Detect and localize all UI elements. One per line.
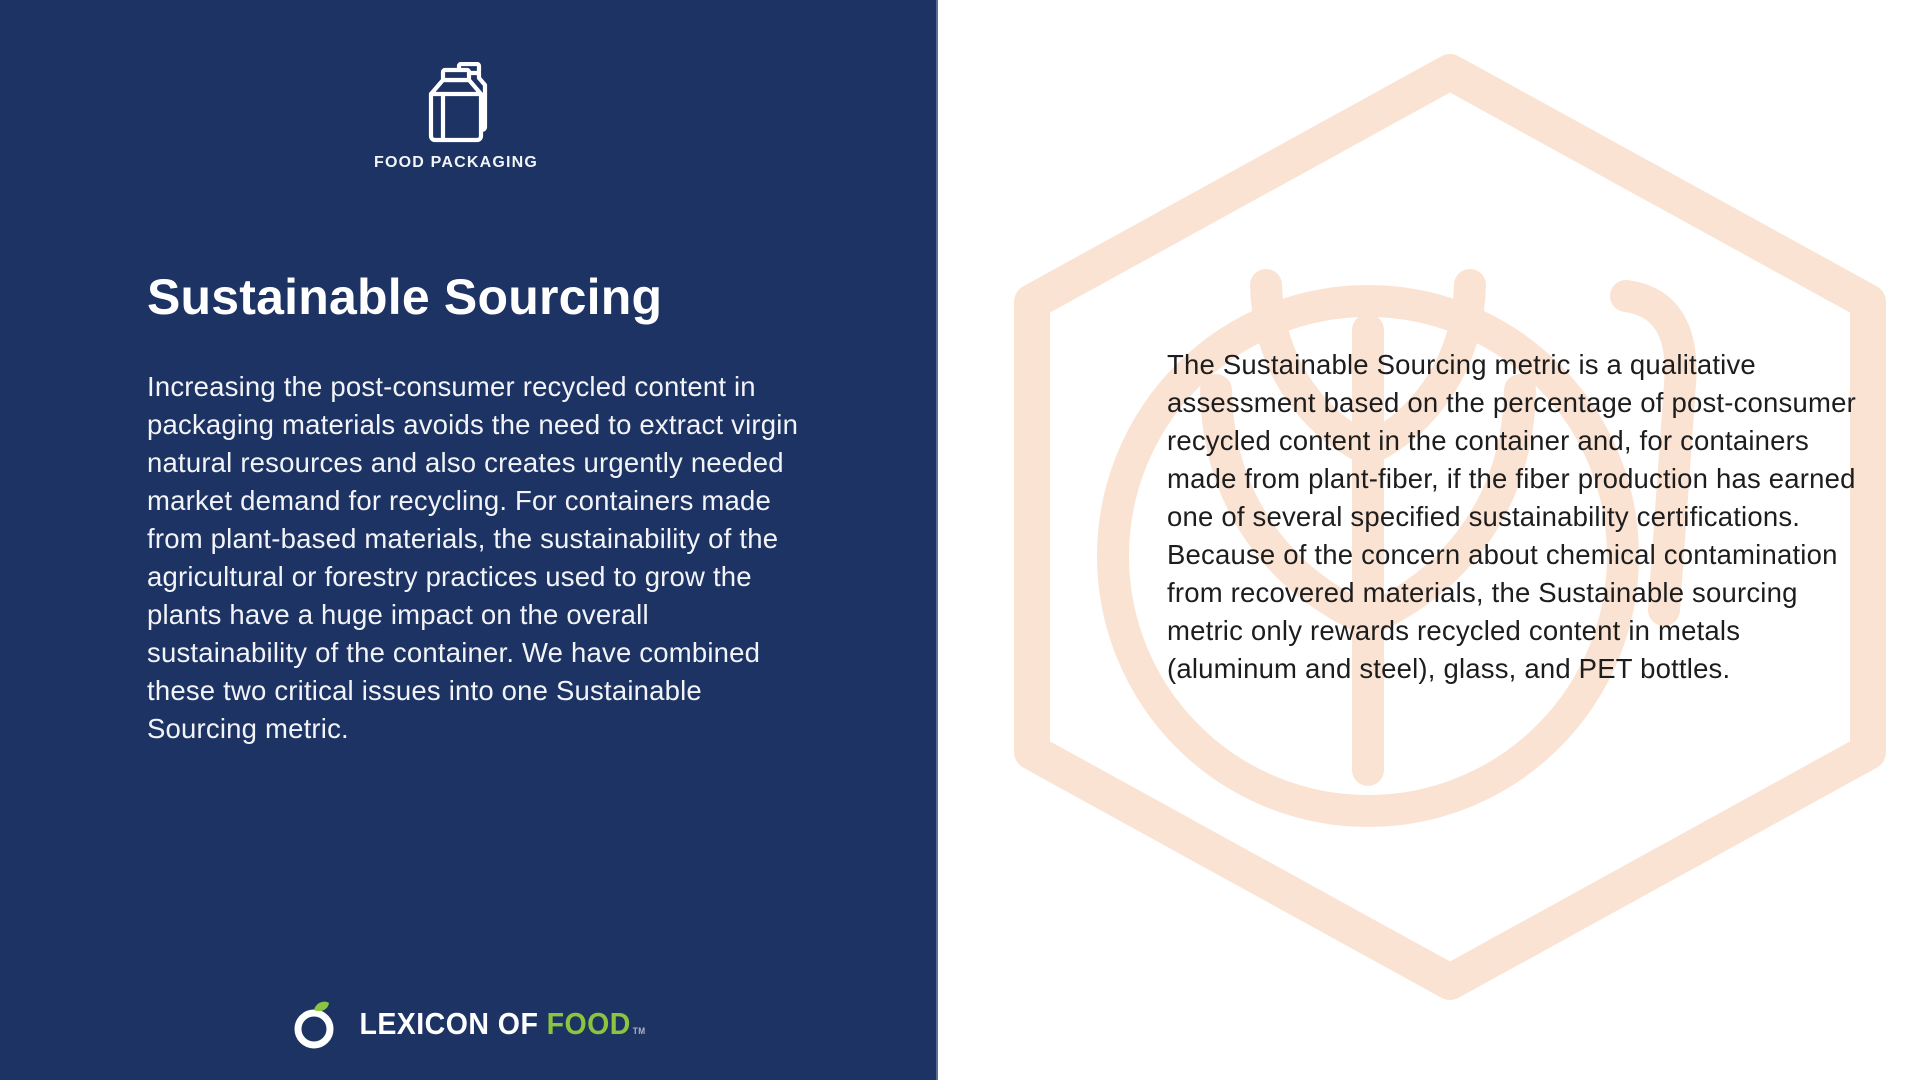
category-block bbox=[0, 62, 912, 172]
left-panel bbox=[0, 0, 938, 1080]
left-body-text: Increasing the post-consumer recycled content in packaging materials avoids the need to extract virgin natural resources and also creates urgently needed market demand for recycling. For containers made from plant-based materials, the sustainability of the agricultural or forestry practices used to grow the plants have a huge impact on the overall sustainability of the container. We have combined these two critical issues into one Sustainable Sourcing metric. bbox=[147, 371, 799, 744]
lexicon-of-food-logo bbox=[18, 998, 930, 1050]
category-label: FOOD PACKAGING bbox=[373, 154, 539, 171]
page-title: Sustainable Sourcing bbox=[147, 269, 663, 325]
logo-text-accent: FOOD bbox=[546, 1006, 631, 1041]
right-body-text: The Sustainable Sourcing metric is a qualitative assessment based on the percentage of post-consumer recycled content in the container and, for containers made from plant-fiber, if the fiber production has earned one of several specified sustainability certifications. Because of the concern about chemical contamination from recovered materials, the Sustainable sourcing metric only rewards recycled content in metals (aluminum and steel), glass, and PET bottles. bbox=[1167, 349, 1856, 684]
right-panel bbox=[938, 0, 1920, 1080]
trademark-symbol: TM bbox=[632, 1026, 646, 1036]
logo-text bbox=[359, 1006, 645, 1042]
milk-cartons-icon bbox=[423, 62, 489, 146]
logo-text-primary: LEXICON OF bbox=[359, 1006, 539, 1041]
apple-ring-icon bbox=[290, 998, 338, 1050]
